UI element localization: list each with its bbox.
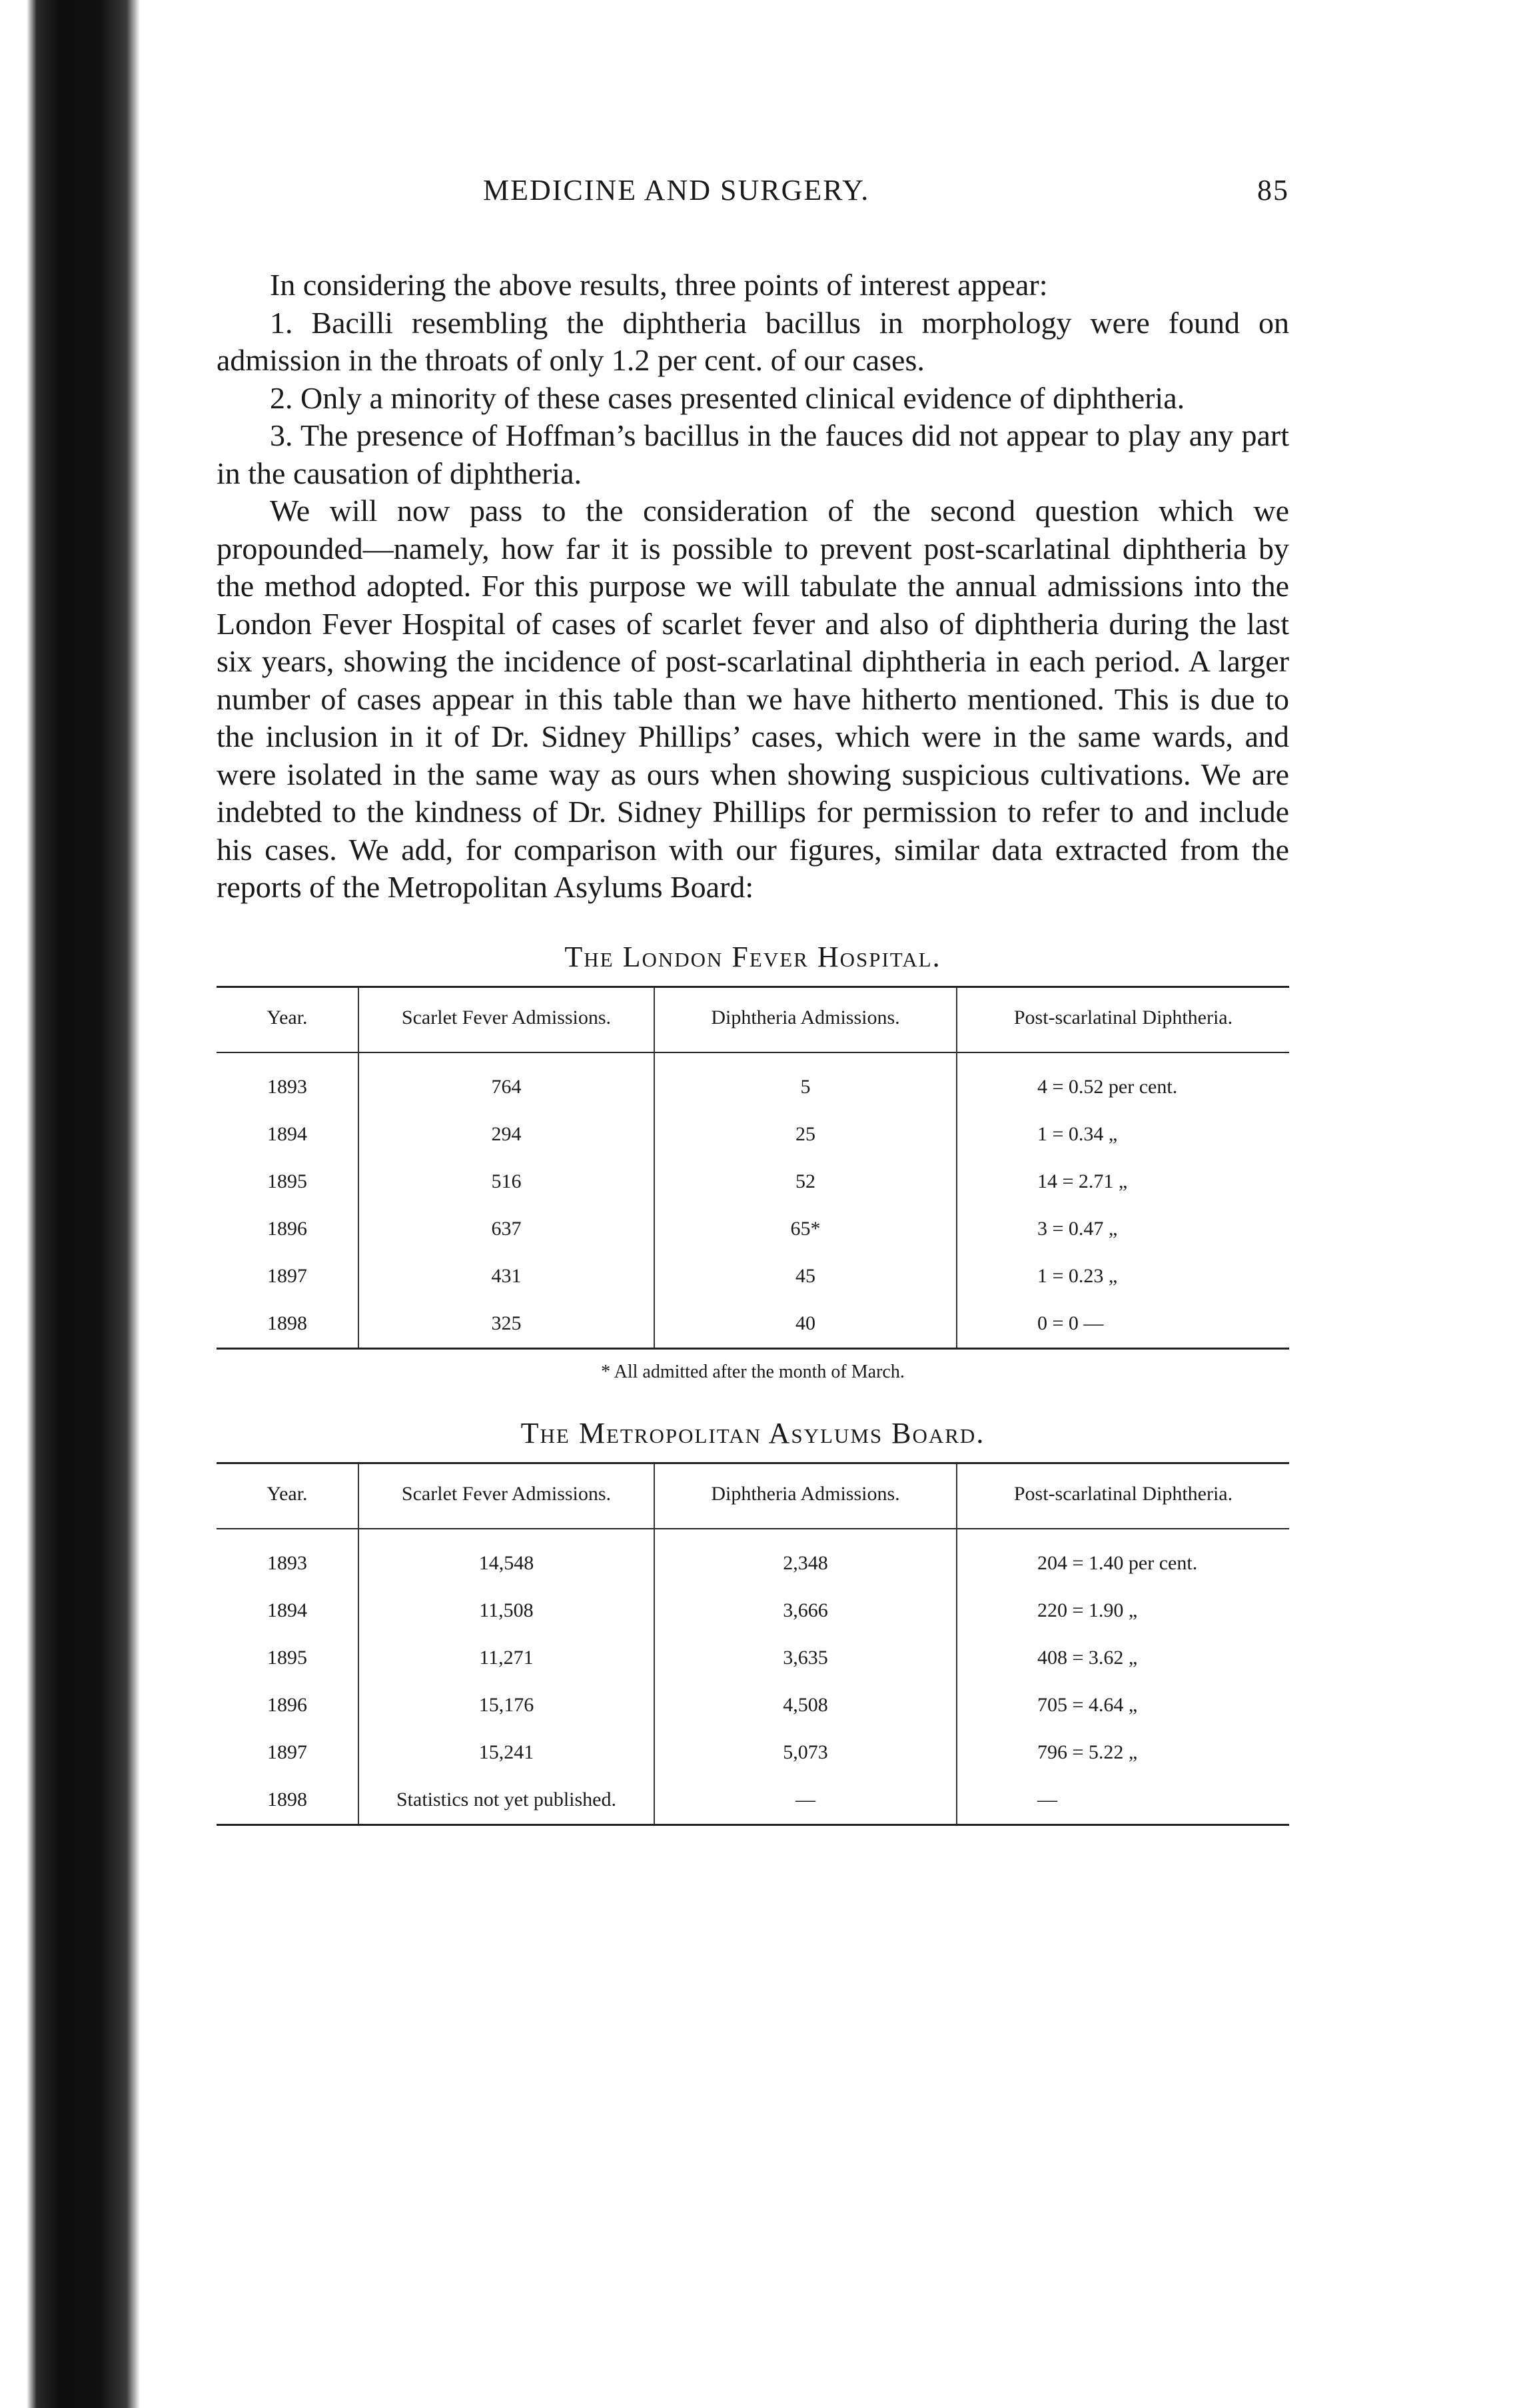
table1-footnote: * All admitted after the month of March. — [601, 1361, 905, 1382]
paragraph-main: We will now pass to the consideration of the second question which we propounded—namely, how far it is possible to prevent post-scarlatinal diphtheria by the method adopted. For this purpose we will tabulate the annual admissions into the London Fever Hospital of cases of scarlet fever and also of diphtheria during the last six years, showing the incidence of post-scarlatinal diphtheria in each period. A larger number of cases appear in this table than we have hitherto mentioned. This is due to the inclusion in it of Dr. Sidney Phillips’ cases, which were in the same wards, and were isolated in the same way as ours when showing suspicious cultivations. We are indebted to the kindness of Dr. Sidney Phillips for permission to refer to and include his cases. We add, for comparison with our figures, similar data extracted from the reports of the Metropolitan Asylums Board: — [217, 494, 1289, 904]
cell-scarlet-fever: Statistics not yet published. — [358, 1777, 654, 1825]
cell-year: 1897 — [267, 1264, 307, 1287]
page — [217, 173, 1289, 1826]
table-metropolitan-asylums-board — [217, 1462, 1289, 1826]
cell-scarlet-fever: 764 — [358, 1052, 654, 1111]
cell-diphtheria: 3,635 — [654, 1635, 957, 1682]
cell-scarlet-fever: 325 — [358, 1300, 654, 1349]
cell-scarlet-fever: 11,271 — [358, 1635, 654, 1682]
page-number: 85 — [1257, 174, 1289, 206]
table-row — [217, 1729, 1289, 1777]
table-row — [217, 1253, 1289, 1300]
paragraph-point-3: 3. The presence of Hoffman’s bacillus in the fauces did not appear to play any part in the causation of diphtheria. — [217, 418, 1289, 490]
table2-title: The Metropolitan Asylums Board. — [520, 1416, 985, 1449]
body-text — [217, 266, 1289, 907]
cell-diphtheria: 40 — [654, 1300, 957, 1349]
cell-scarlet-fever: 516 — [358, 1158, 654, 1206]
header-year: Year. — [266, 1006, 308, 1028]
cell-year: 1893 — [267, 1551, 307, 1574]
table-london-fever-hospital — [217, 986, 1289, 1350]
cell-year: 1898 — [267, 1312, 307, 1334]
cell-post-scarlatinal: 1 = 0.34 „ — [957, 1111, 1289, 1158]
cell-year: 1895 — [267, 1646, 307, 1669]
book-spine-shadow — [0, 0, 140, 2408]
cell-post-scarlatinal: 705 = 4.64 „ — [957, 1682, 1289, 1729]
table-row — [217, 1158, 1289, 1206]
cell-diphtheria: 65* — [654, 1206, 957, 1253]
table-row — [217, 1111, 1289, 1158]
table-header-row — [217, 987, 1289, 1052]
cell-post-scarlatinal: 220 = 1.90 „ — [957, 1587, 1289, 1635]
table-row — [217, 1529, 1289, 1587]
cell-year: 1894 — [267, 1122, 307, 1145]
cell-year: 1894 — [267, 1599, 307, 1621]
table1-body — [217, 1052, 1289, 1349]
table-row — [217, 1206, 1289, 1253]
cell-diphtheria: 52 — [654, 1158, 957, 1206]
cell-diphtheria: 5 — [654, 1052, 957, 1111]
cell-scarlet-fever: 15,241 — [358, 1729, 654, 1777]
header-post-scarlatinal: Post-scarlatinal Diphtheria. — [957, 987, 1289, 1052]
header-scarlet-fever: Scarlet Fever Admissions. — [358, 1463, 654, 1529]
header-scarlet-fever: Scarlet Fever Admissions. — [358, 987, 654, 1052]
cell-year: 1898 — [267, 1788, 307, 1810]
cell-post-scarlatinal: 0 = 0 — — [957, 1300, 1289, 1349]
cell-scarlet-fever: 637 — [358, 1206, 654, 1253]
cell-year: 1895 — [267, 1170, 307, 1192]
cell-post-scarlatinal: 204 = 1.40 per cent. — [957, 1529, 1289, 1587]
cell-post-scarlatinal: 3 = 0.47 „ — [957, 1206, 1289, 1253]
cell-diphtheria: 3,666 — [654, 1587, 957, 1635]
table1-title: The London Fever Hospital. — [564, 940, 941, 973]
cell-post-scarlatinal: 796 = 5.22 „ — [957, 1729, 1289, 1777]
table-row — [217, 1300, 1289, 1349]
cell-diphtheria: 4,508 — [654, 1682, 957, 1729]
cell-diphtheria: — — [654, 1777, 957, 1825]
table-header-row — [217, 1463, 1289, 1529]
table-row — [217, 1587, 1289, 1635]
cell-diphtheria: 5,073 — [654, 1729, 957, 1777]
cell-year: 1896 — [267, 1217, 307, 1240]
header-post-scarlatinal: Post-scarlatinal Diphtheria. — [957, 1463, 1289, 1529]
cell-diphtheria: 45 — [654, 1253, 957, 1300]
header-year: Year. — [266, 1482, 308, 1505]
header-diphtheria: Diphtheria Admissions. — [654, 987, 957, 1052]
paragraph-intro: In considering the above results, three points of interest appear: — [270, 268, 1048, 302]
cell-scarlet-fever: 294 — [358, 1111, 654, 1158]
cell-scarlet-fever: 11,508 — [358, 1587, 654, 1635]
table-row — [217, 1052, 1289, 1111]
cell-year: 1896 — [267, 1693, 307, 1716]
header-diphtheria: Diphtheria Admissions. — [654, 1463, 957, 1529]
running-head — [217, 173, 1289, 220]
running-title: MEDICINE AND SURGERY. — [483, 174, 870, 206]
table2-body — [217, 1529, 1289, 1825]
cell-diphtheria: 25 — [654, 1111, 957, 1158]
cell-post-scarlatinal: 1 = 0.23 „ — [957, 1253, 1289, 1300]
cell-scarlet-fever: 15,176 — [358, 1682, 654, 1729]
cell-post-scarlatinal: 4 = 0.52 per cent. — [957, 1052, 1289, 1111]
cell-year: 1893 — [267, 1075, 307, 1098]
table-row — [217, 1635, 1289, 1682]
cell-year: 1897 — [267, 1741, 307, 1763]
cell-post-scarlatinal: 14 = 2.71 „ — [957, 1158, 1289, 1206]
cell-scarlet-fever: 14,548 — [358, 1529, 654, 1587]
paragraph-point-2: 2. Only a minority of these cases presented clinical evidence of diphtheria. — [270, 380, 1185, 415]
cell-post-scarlatinal: 408 = 3.62 „ — [957, 1635, 1289, 1682]
cell-scarlet-fever: 431 — [358, 1253, 654, 1300]
paragraph-point-1: 1. Bacilli resembling the diphtheria bacillus in morphology were found on admission in the throats of only 1.2 per cent. of our cases. — [217, 305, 1289, 377]
table-row — [217, 1777, 1289, 1825]
table-row — [217, 1682, 1289, 1729]
cell-diphtheria: 2,348 — [654, 1529, 957, 1587]
cell-post-scarlatinal: — — [957, 1777, 1289, 1825]
